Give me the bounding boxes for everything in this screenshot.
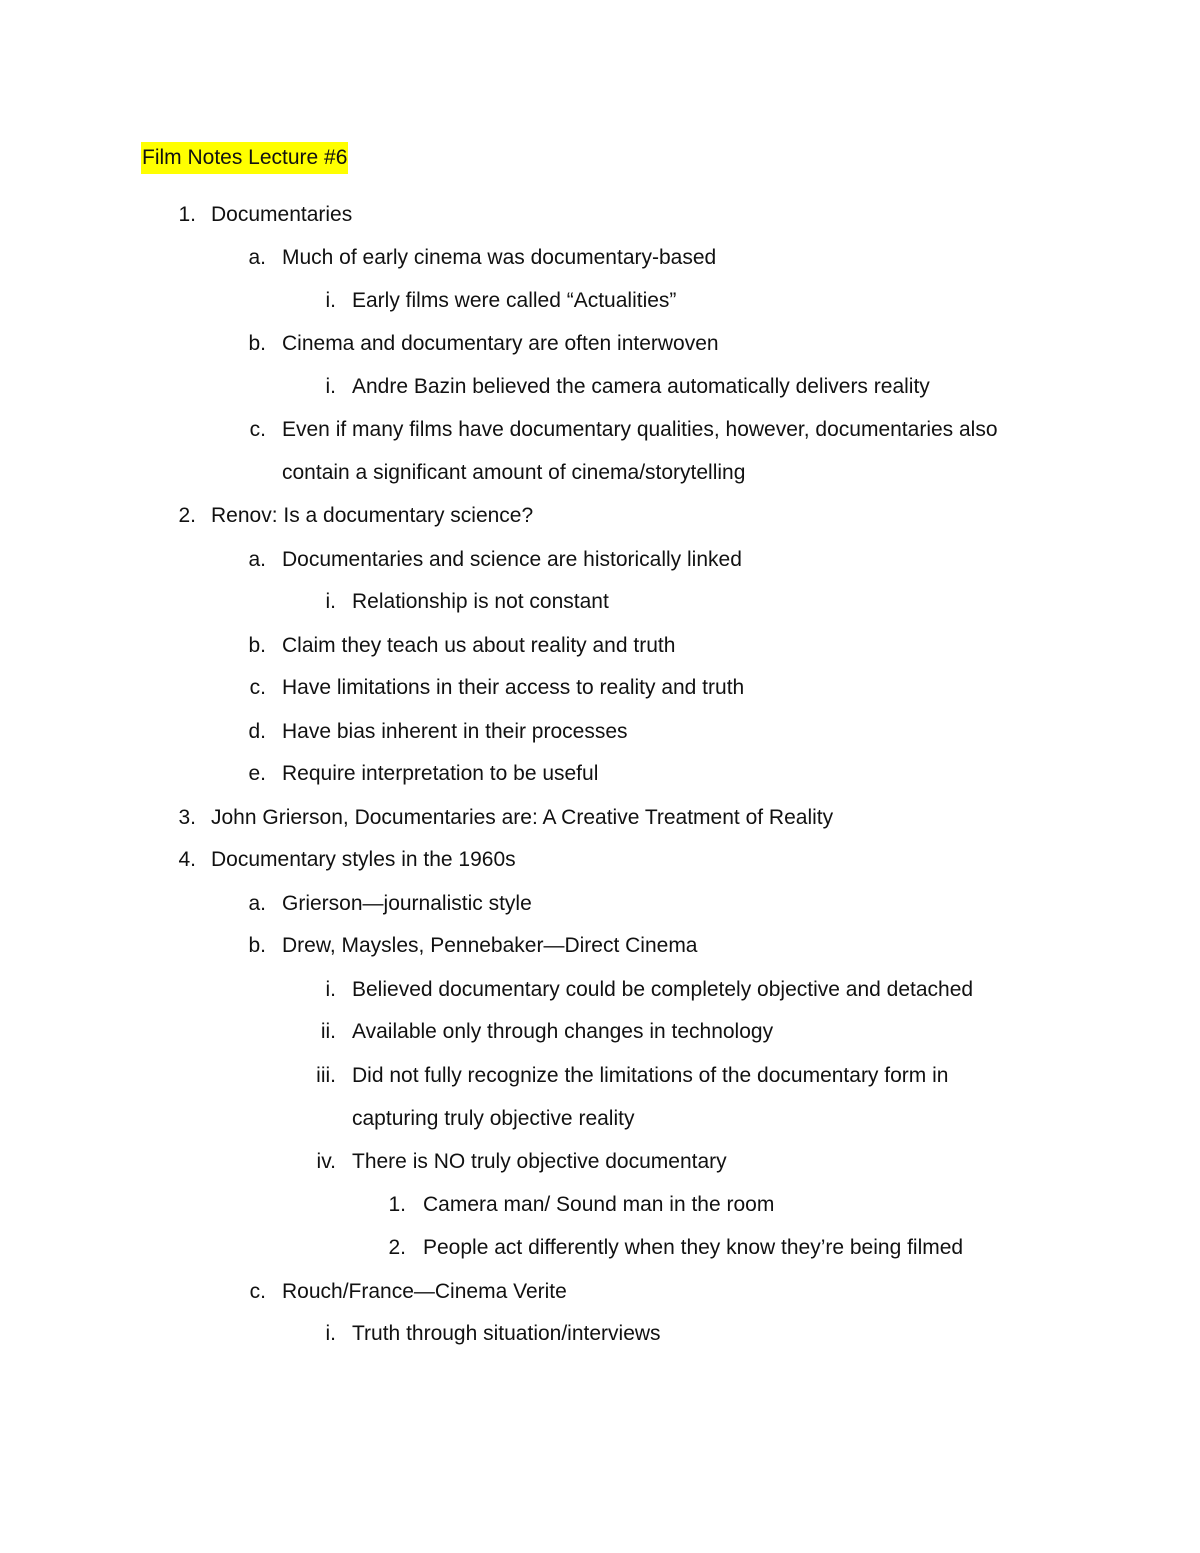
list-marker: a. (248, 892, 266, 915)
list-item-text: Claim they teach us about reality and truth (282, 634, 676, 657)
list-item-text: contain a significant amount of cinema/storytelling (282, 461, 746, 484)
list-marker: i. (325, 978, 336, 1001)
list-marker: d. (248, 720, 266, 743)
list-marker: i. (325, 590, 336, 613)
list-item-text: Much of early cinema was documentary-based (282, 246, 717, 269)
list-marker: e. (248, 762, 266, 785)
list-marker: 3. (178, 806, 196, 829)
list-item-text: Rouch/France—Cinema Verite (282, 1280, 567, 1303)
list-marker: i. (325, 289, 336, 312)
list-marker: c. (249, 676, 266, 699)
list-item-text: People act differently when they know they’re being filmed (423, 1236, 964, 1259)
list-item-text: There is NO truly objective documentary (352, 1150, 727, 1173)
list-marker: a. (248, 548, 266, 571)
list-item-text: Relationship is not constant (352, 590, 609, 613)
list-marker: b. (248, 332, 266, 355)
list-marker: i. (325, 375, 336, 398)
list-item-text: Grierson—journalistic style (282, 892, 532, 915)
list-item-text: Documentaries and science are historically linked (282, 548, 742, 571)
list-marker: b. (248, 934, 266, 957)
list-item-text: Truth through situation/interviews (352, 1322, 661, 1345)
list-marker: 1. (388, 1193, 406, 1216)
list-item-text: Have limitations in their access to reality and truth (282, 676, 745, 699)
list-marker: 1. (178, 203, 196, 226)
list-marker: 2. (388, 1236, 406, 1259)
list-item-text: Early films were called “Actualities” (352, 289, 677, 312)
list-marker: 2. (178, 504, 196, 527)
list-item-text: Cinema and documentary are often interwoven (282, 332, 719, 355)
list-item-text: Require interpretation to be useful (282, 762, 599, 785)
list-marker: c. (249, 1280, 266, 1303)
list-item-text: Available only through changes in technology (352, 1020, 774, 1043)
list-item-text: John Grierson, Documentaries are: A Creative Treatment of Reality (211, 806, 834, 829)
list-item-text: Even if many films have documentary qualities, however, documentaries also (282, 418, 998, 441)
list-marker: iv. (316, 1150, 336, 1173)
list-marker: b. (248, 634, 266, 657)
list-marker: c. (249, 418, 266, 441)
list-marker: a. (248, 246, 266, 269)
list-item-text: Did not fully recognize the limitations of the documentary form in (352, 1064, 949, 1087)
list-item-text: Camera man/ Sound man in the room (423, 1193, 775, 1216)
document-title: Film Notes Lecture #6 (141, 142, 348, 174)
list-item-text: Believed documentary could be completely objective and detached (352, 978, 974, 1001)
list-marker: iii. (316, 1064, 336, 1087)
list-item-text: Documentaries (211, 203, 353, 226)
list-marker: ii. (320, 1020, 336, 1043)
list-item-text: Documentary styles in the 1960s (211, 848, 516, 871)
list-item-text: Andre Bazin believed the camera automatically delivers reality (352, 375, 930, 398)
list-item-text: Have bias inherent in their processes (282, 720, 628, 743)
list-item-text: Drew, Maysles, Pennebaker—Direct Cinema (282, 934, 698, 957)
list-item-text: Renov: Is a documentary science? (211, 504, 534, 527)
list-marker: i. (325, 1322, 336, 1345)
list-item-text: capturing truly objective reality (352, 1107, 635, 1130)
list-marker: 4. (178, 848, 196, 871)
